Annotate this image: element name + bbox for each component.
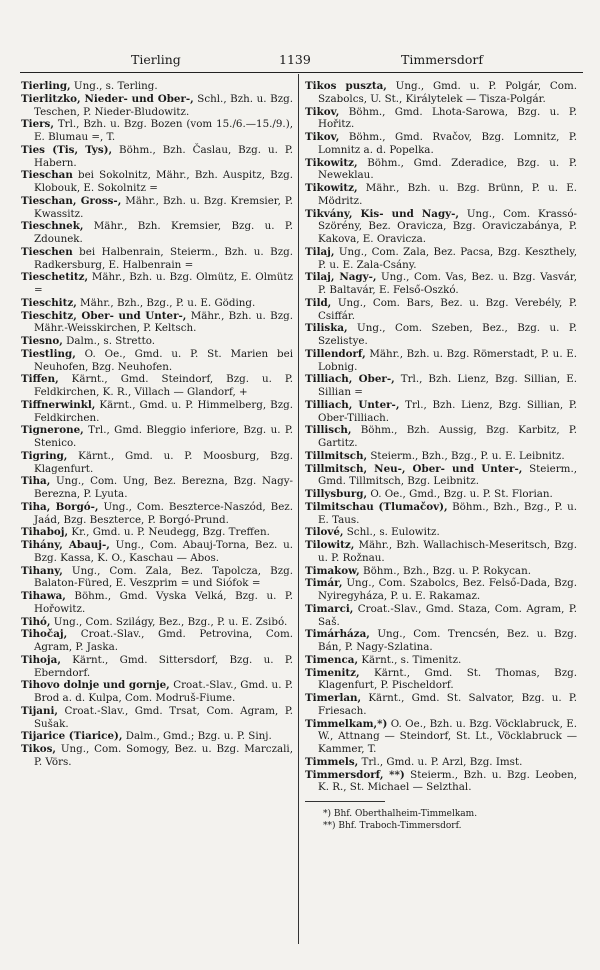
entry-headword: Tillendorf, — [305, 347, 366, 360]
entry-headword: Tierlitzko, Nieder- und Ober-, — [21, 92, 194, 105]
entry-headword: Tillmitsch, — [305, 449, 368, 462]
entry-headword: Tieschen — [21, 245, 73, 258]
gazetteer-entry — [305, 463, 577, 489]
entry-text: Croat.-Slav., Gmd. Staza, Com. Agram, P. Saš. — [318, 602, 577, 628]
entry-headword: Tignerone, — [21, 424, 84, 437]
entry-text: Trl., Bzh. Lienz, Bzg. Sillian, E. Sillian = — [318, 373, 577, 398]
header-rule — [20, 72, 583, 73]
gazetteer-entry — [21, 144, 293, 170]
gazetteer-entry — [21, 628, 293, 654]
entry-headword: Tikos puszta, — [305, 80, 387, 92]
gazetteer-entry — [21, 93, 293, 119]
entry-text: Steierm., Bzh. u. Bzg. Leoben, K. R., St. Michael — Selzthal. — [318, 768, 577, 794]
gazetteer-entry — [21, 118, 293, 144]
gazetteer-entry — [305, 654, 577, 667]
gazetteer-entry — [305, 348, 577, 374]
entry-headword: Tihawa, — [21, 590, 66, 602]
entry-text: Ung., Com. Somogy, Bez. u. Bzg. Marczali, P. Vörs. — [34, 743, 293, 768]
entry-text: Schl., Bzh. u. Bzg. Teschen, P. Nieder-Bludowitz. — [34, 92, 293, 118]
entry-text: Kärnt., s. Timenitz. — [358, 653, 462, 666]
entry-text: Mähr., Bzh. u. Bzg. Olmütz, E. Olmütz = — [34, 271, 293, 296]
entry-headword: Tihočaj, — [21, 628, 68, 641]
entry-text: Ung., Com. Ung, Bez. Berezna, Bzg. Nagy-Berezna, P. Lyuta. — [34, 475, 293, 500]
gazetteer-entry — [21, 616, 293, 629]
entry-headword: Tilowitz, — [305, 539, 355, 551]
gazetteer-entry — [21, 590, 293, 616]
entry-text: Kärnt., Gmd. Sittersdorf, Bzg. u. P. Eberndorf. — [34, 653, 293, 679]
gazetteer-entry — [305, 208, 577, 246]
gazetteer-entry — [21, 195, 293, 221]
entry-headword: Tiesno, — [21, 335, 63, 347]
footnote: **) Bhf. Traboch-Timmersdorf. — [323, 821, 462, 831]
header-right-word: Timmersdorf — [401, 52, 483, 67]
entry-headword: Tild, — [305, 296, 332, 309]
entry-text: Kärnt., Gmd. St. Salvator, Bzg. u. P. Friesach. — [318, 692, 577, 717]
entry-headword: Tiha, Borgó-, — [21, 500, 99, 513]
entry-headword: Tijani, — [21, 704, 58, 717]
entry-headword: Tilliach, Unter-, — [305, 398, 400, 411]
gazetteer-entry — [305, 106, 577, 132]
entry-headword: Tihoja, — [21, 653, 61, 666]
gazetteer-entry — [305, 577, 577, 603]
gazetteer-entry — [21, 335, 293, 348]
column-divider — [298, 74, 299, 944]
entry-text: Steierm., Bzh., Bzg., P. u. E. Leibnitz. — [367, 449, 565, 462]
entry-headword: Timerlan, — [305, 692, 362, 704]
entry-text: Ung., Com. Szabolcs, Bez. Felső-Dada, Bzg. Nyiregyháza, P. u. E. Rakamaz. — [318, 577, 577, 602]
gazetteer-entry — [305, 628, 577, 654]
gazetteer-entry — [21, 246, 293, 272]
entry-text: Croat.-Slav., Gmd. Petrovina, Com. Agram, P. Jaska. — [34, 628, 293, 653]
entry-headword: Tihaboj, — [21, 526, 69, 539]
entry-text: Kärnt., Gmd. St. Thomas, Bzg. Klagenfurt, P. Pischeldorf. — [318, 666, 577, 692]
gazetteer-entry — [21, 526, 293, 539]
entry-headword: Tieschan, Gross-, — [21, 194, 122, 207]
entry-headword: Timárháza, — [305, 628, 370, 641]
entry-text: bei Halbenrain, Steierm., Bzh. u. Bzg. Radkersburg, E. Halbenrain = — [34, 245, 293, 271]
gazetteer-entry — [305, 692, 577, 718]
entry-headword: Tiestling, — [21, 347, 76, 360]
entry-text: Mähr., Bzh. u. Bzg. Römerstadt, P. u. E. Lobnig. — [318, 347, 577, 373]
entry-text: Böhm., Bzh., Bzg. u. P. Rokycan. — [359, 564, 531, 577]
entry-text: O. Oe., Gmd. u. P. St. Marien bei Neuhofen, Bzg. Neuhofen. — [34, 347, 293, 373]
entry-text: bei Sokolnitz, Mähr., Bzh. Auspitz, Bzg. Klobouk, E. Sokolnitz = — [34, 169, 293, 194]
entry-text: Trl., Gmd. Bleggio inferiore, Bzg. u. P. Stenico. — [34, 424, 293, 449]
gazetteer-entry — [305, 131, 577, 157]
entry-headword: Tihó, — [21, 615, 51, 628]
entry-text: Dalm., s. Stretto. — [62, 335, 156, 347]
gazetteer-entry — [305, 80, 577, 106]
entry-headword: Tikov, — [305, 105, 340, 118]
entry-text: Ung., Com. Szilágy, Bez., Bzg., P. u. E. Zsibó. — [50, 615, 288, 628]
gazetteer-entry — [21, 220, 293, 246]
gazetteer-entry — [305, 399, 577, 425]
gazetteer-entry — [21, 501, 293, 527]
gazetteer-entry — [21, 730, 293, 743]
gazetteer-entry — [305, 322, 577, 348]
entry-headword: Tikov, — [305, 131, 340, 143]
entry-text: Böhm., Gmd. Vyska Velká, Bzg. u. P. Hořowitz. — [34, 590, 293, 615]
entry-text: Schl., s. Eulowitz. — [343, 526, 440, 539]
gazetteer-entry — [305, 271, 577, 297]
entry-text: Böhm., Bzh., Bzg., P. u. E. Taus. — [318, 500, 577, 526]
entry-headword: Tihany, — [21, 564, 63, 577]
gazetteer-entry — [305, 157, 577, 183]
gazetteer-entry — [21, 679, 293, 705]
gazetteer-entry — [21, 565, 293, 591]
entry-headword: Ties (Tis, Tys), — [21, 143, 113, 156]
entry-headword: Tilové, — [305, 526, 344, 539]
page-number: 1139 — [279, 52, 311, 67]
entry-text: Mähr., Bzh. Kremsier, Bzg. u. P. Zdounek. — [34, 220, 293, 245]
entry-headword: Timmersdorf, **) — [305, 768, 405, 781]
entry-headword: Tihány, Abauj-, — [21, 539, 110, 551]
gazetteer-entry — [21, 743, 293, 769]
entry-headword: Timár, — [305, 577, 343, 590]
gazetteer-entry — [305, 297, 577, 323]
entry-text: Mähr., Bzh. u. Bzg. Mähr.-Weisskirchen, P. Keltsch. — [34, 309, 293, 335]
gazetteer-entry — [305, 246, 577, 272]
entry-text: Ung., Com. Beszterce-Naszód, Bez. Jaád, Bzg. Beszterce, P. Borgó-Prund. — [34, 500, 293, 526]
gazetteer-entry — [305, 565, 577, 578]
gazetteer-entry — [305, 756, 577, 769]
gazetteer-entry — [21, 475, 293, 501]
entry-headword: Tikowitz, — [305, 182, 358, 194]
entry-headword: Tilmitschau (Tlumačov), — [305, 500, 448, 513]
entry-headword: Timmels, — [305, 755, 359, 768]
gazetteer-entry — [21, 539, 293, 565]
entry-text: Ung., Com. Abauj-Torna, Bez. u. Bzg. Kassa, K. O., Kaschau — Abos. — [34, 539, 293, 564]
entry-headword: Tikowitz, — [305, 156, 358, 169]
entry-text: Ung., Com. Bars, Bez. u. Bzg. Verebély, P. Csiffár. — [318, 296, 577, 322]
entry-headword: Tieschan — [21, 169, 73, 182]
gazetteer-entry — [21, 297, 293, 310]
gazetteer-entry — [305, 603, 577, 629]
entry-text: Ung., s. Terling. — [70, 80, 158, 92]
gazetteer-entry — [21, 271, 293, 297]
entry-text: Trl., Bzh. u. Bzg. Bozen (vom 15./6.—15./9.), E. Blumau =, T. — [34, 118, 293, 143]
entry-text: Ung., Com. Zala, Bez. Tapolcza, Bzg. Balaton-Füred, E. Veszprim = und Siófok = — [34, 564, 293, 590]
gazetteer-entry — [21, 399, 293, 425]
entry-headword: Tillisch, — [305, 424, 352, 437]
running-header — [0, 52, 600, 70]
header-left-word: Tierling — [131, 52, 181, 67]
footnote: *) Bhf. Oberthalheim-Timmelkam. — [323, 809, 478, 819]
entry-text: Böhm., Gmd. Rvačov, Bzg. Lomnitz, P. Lomnitz a. d. Popelka. — [318, 131, 577, 156]
right-column — [305, 80, 577, 832]
entry-headword: Tiffen, — [21, 373, 59, 386]
entry-text: Kärnt., Gmd. u. P. Himmelberg, Bzg. Feldkirchen. — [34, 398, 293, 424]
entry-text: Mähr., Bzh. u. Bzg. Kremsier, P. Kwassitz. — [34, 194, 293, 220]
entry-text: Mähr., Bzh. u. Bzg. Brünn, P. u. E. Mödritz. — [318, 182, 577, 207]
entry-text: Ung., Com. Szeben, Bez., Bzg. u. P. Szelistye. — [318, 322, 577, 347]
gazetteer-entry — [305, 182, 577, 208]
entry-text: Kärnt., Gmd. Steindorf, Bzg. u. P. Feldkirchen, K. R., Villach — Glandorf, + — [34, 373, 293, 398]
entry-headword: Timakow, — [305, 564, 360, 577]
entry-text: Dalm., Gmd.; Bzg. u. P. Sinj. — [122, 730, 272, 743]
entry-text: Böhm., Bzh. Časlau, Bzg. u. P. Habern. — [34, 143, 293, 169]
entry-text: Mähr., Bzh., Bzg., P. u. E. Göding. — [76, 296, 256, 309]
entry-text: O. Oe., Gmd., Bzg. u. P. St. Florian. — [367, 488, 553, 500]
entry-headword: Tilaj, Nagy-, — [305, 271, 377, 284]
entry-text: Mähr., Bzh. Wallachisch-Meseritsch, Bzg. u. P. Rožnau. — [318, 539, 577, 564]
entry-headword: Tillmitsch, Neu-, Ober- und Unter-, — [305, 462, 523, 475]
entry-headword: Tiha, — [21, 475, 51, 488]
gazetteer-entry — [21, 310, 293, 336]
gazetteer-entry — [305, 526, 577, 539]
gazetteer-entry — [305, 539, 577, 565]
entry-headword: Timarci, — [305, 602, 354, 615]
entry-text: Croat.-Slav., Gmd. Trsat, Com. Agram, P. Sušak. — [34, 704, 293, 730]
gazetteer-entry — [305, 488, 577, 501]
entry-text: Ung., Com. Zala, Bez. Pacsa, Bzg. Keszthely, P. u. E. Zala-Csány. — [318, 245, 577, 271]
entry-headword: Timenca, — [305, 653, 359, 666]
gazetteer-entry — [21, 373, 293, 399]
entry-text: Trl., Gmd. u. P. Arzl, Bzg. Imst. — [358, 755, 523, 768]
entry-headword: Tieschitz, — [21, 296, 77, 309]
entry-text: Croat.-Slav., Gmd. u. P. Brod a. d. Kulpa, Com. Modruš-Fiume. — [34, 679, 294, 704]
entry-headword: Tiffnerwinkl, — [21, 398, 96, 411]
entry-text: Böhm., Gmd. Zderadice, Bzg. u. P. Neweklau. — [318, 156, 577, 182]
entry-headword: Tilaj, — [305, 245, 335, 258]
entry-headword: Tikos, — [21, 743, 56, 755]
gazetteer-entry — [21, 424, 293, 450]
gazetteer-entry — [305, 501, 577, 527]
gazetteer-entry — [305, 667, 577, 693]
entry-text: Ung., Com. Krassó-Szörény, Bez. Oravicza, Bzg. Oraviczabánya, P. Kakova, E. Oravicza. — [318, 207, 577, 245]
entry-headword: Tikvány, Kis- und Nagy-, — [305, 207, 460, 220]
entry-headword: Tiers, — [21, 118, 54, 131]
entry-headword: Timmelkam,*) — [305, 717, 388, 730]
entry-headword: Tieschetitz, — [21, 271, 89, 284]
entry-headword: Tieschnek, — [21, 220, 84, 233]
entry-text: Trl., Bzh. Lienz, Bzg. Sillian, P. Ober-Tilliach. — [318, 398, 577, 424]
gazetteer-entry — [21, 169, 293, 195]
gazetteer-entry — [305, 424, 577, 450]
entry-text: Böhm., Gmd. Lhota-Sarowa, Bzg. u. P. Hořitz. — [318, 105, 577, 131]
gazetteer-entry — [21, 705, 293, 731]
entry-text: Ung., Com. Vas, Bez. u. Bzg. Vasvár, P. Baltavár, E. Felső-Oszkó. — [318, 271, 577, 296]
entry-text: Kr., Gmd. u. P. Neudegg, Bzg. Treffen. — [68, 526, 270, 539]
entry-headword: Tigring, — [21, 449, 68, 462]
entry-headword: Tilliach, Ober-, — [305, 373, 395, 386]
gazetteer-entry — [305, 718, 577, 756]
entry-text: Kärnt., Gmd. u. P. Moosburg, Bzg. Klagenfurt. — [34, 449, 293, 475]
entry-headword: Timenitz, — [305, 666, 360, 679]
gazetteer-entry — [21, 450, 293, 476]
entry-headword: Tillysburg, — [305, 488, 368, 500]
entry-text: Ung., Com. Trencsén, Bez. u. Bzg. Bán, P. Nagy-Szlatina. — [318, 628, 577, 653]
entry-headword: Tieschitz, Ober- und Unter-, — [21, 309, 187, 322]
entry-headword: Tihovo dolnje und gornje, — [21, 679, 170, 692]
entry-headword: Tijarice (Tiarice), — [21, 730, 123, 743]
gazetteer-entry — [305, 769, 577, 795]
entry-headword: Tierling, — [21, 80, 71, 92]
entry-headword: Tiliska, — [305, 322, 348, 335]
entry-text: Böhm., Bzh. Aussig, Bzg. Karbitz, P. Gartitz. — [318, 424, 577, 449]
entry-text: Ung., Gmd. u. P. Polgár, Com. Szabolcs, U. St., Királytelek — Tisza-Polgár. — [318, 80, 577, 105]
entry-text: Steierm., Gmd. Tillmitsch, Bzg. Leibnitz. — [318, 462, 577, 488]
gazetteer-entry — [21, 348, 293, 374]
entry-text: O. Oe., Bzh. u. Bzg. Vöcklabruck, E. W., Attnang — Steindorf, St. Lt., Vöcklabruck — Kammer, T. — [318, 717, 577, 755]
gazetteer-entry — [21, 654, 293, 680]
gazetteer-entry — [305, 373, 577, 399]
left-column — [21, 80, 293, 769]
gazetteer-entry — [21, 80, 293, 93]
gazetteer-entry — [305, 450, 577, 463]
footnote-rule — [305, 801, 385, 802]
